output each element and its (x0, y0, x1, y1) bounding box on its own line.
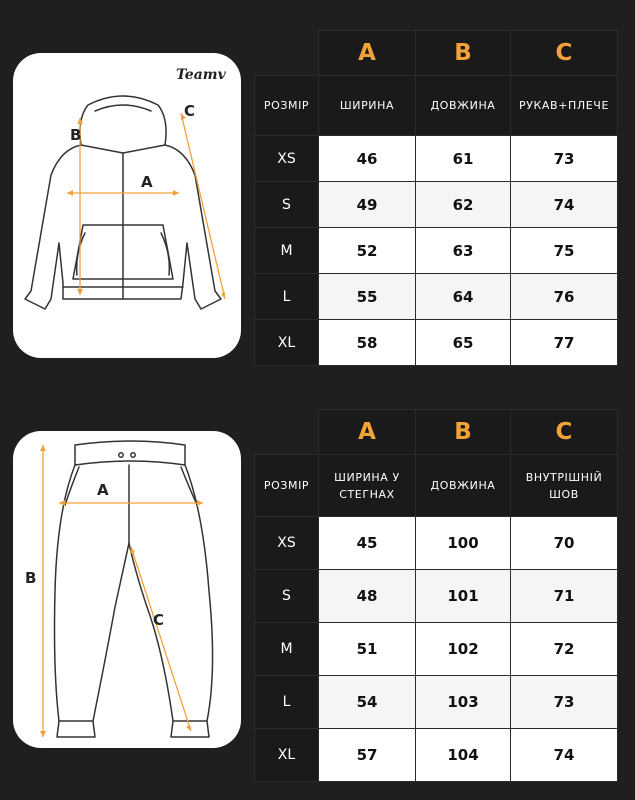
column-letter-b: B (416, 31, 511, 76)
table-row (255, 570, 618, 623)
hoodie-illustration (13, 53, 241, 358)
hoodie-diagram-card (13, 53, 241, 358)
table-corner (255, 410, 319, 455)
pants-size-table (254, 409, 618, 782)
value-cell: 65 (416, 320, 511, 366)
value-cell: 63 (416, 228, 511, 274)
header-length: ДОВЖИНА (416, 455, 511, 517)
value-cell: 101 (416, 570, 511, 623)
header-sleeve-shoulder: РУКАВ+ПЛЕЧЕ (511, 76, 618, 136)
value-cell: 100 (416, 517, 511, 570)
value-cell: 70 (511, 517, 618, 570)
value-cell: 64 (416, 274, 511, 320)
value-cell: 46 (319, 136, 416, 182)
value-cell: 45 (319, 517, 416, 570)
table-row (255, 182, 618, 228)
size-label: XL (255, 729, 319, 782)
pants-label-a: A (97, 481, 109, 499)
table-row (255, 136, 618, 182)
size-header: РОЗМІР (255, 455, 319, 517)
value-cell: 55 (319, 274, 416, 320)
value-cell: 49 (319, 182, 416, 228)
hoodie-header-row (255, 76, 618, 136)
column-letter-b: B (416, 410, 511, 455)
value-cell: 75 (511, 228, 618, 274)
table-row (255, 274, 618, 320)
table-row (255, 623, 618, 676)
pants-diagram-card (13, 431, 241, 748)
hoodie-letter-row (255, 31, 618, 76)
value-cell: 48 (319, 570, 416, 623)
value-cell: 58 (319, 320, 416, 366)
table-row (255, 517, 618, 570)
value-cell: 102 (416, 623, 511, 676)
column-letter-c: C (511, 410, 618, 455)
table-corner (255, 31, 319, 76)
column-letter-a: A (319, 31, 416, 76)
brand-logo: Teamv (176, 67, 226, 83)
value-cell: 73 (511, 676, 618, 729)
pants-label-c: C (153, 611, 165, 629)
size-label: S (255, 182, 319, 228)
value-cell: 72 (511, 623, 618, 676)
size-label: XL (255, 320, 319, 366)
header-length: ДОВЖИНА (416, 76, 511, 136)
pants-label-b: B (25, 569, 37, 587)
size-header: РОЗМІР (255, 76, 319, 136)
value-cell: 62 (416, 182, 511, 228)
value-cell: 57 (319, 729, 416, 782)
value-cell: 74 (511, 729, 618, 782)
value-cell: 51 (319, 623, 416, 676)
value-cell: 61 (416, 136, 511, 182)
value-cell: 76 (511, 274, 618, 320)
pants-header-row (255, 455, 618, 517)
size-label: L (255, 274, 319, 320)
hoodie-label-b: B (70, 126, 82, 144)
pants-illustration (13, 431, 241, 748)
header-width: ШИРИНА (319, 76, 416, 136)
value-cell: 52 (319, 228, 416, 274)
value-cell: 54 (319, 676, 416, 729)
hoodie-label-c: C (184, 102, 196, 120)
value-cell: 73 (511, 136, 618, 182)
header-inseam: ВНУТРІШНІЙ ШОВ (511, 455, 618, 517)
column-letter-a: A (319, 410, 416, 455)
table-row (255, 228, 618, 274)
size-label: XS (255, 517, 319, 570)
table-row (255, 320, 618, 366)
size-label: M (255, 623, 319, 676)
table-row (255, 676, 618, 729)
size-label: M (255, 228, 319, 274)
hoodie-size-table (254, 30, 618, 366)
value-cell: 103 (416, 676, 511, 729)
value-cell: 104 (416, 729, 511, 782)
pants-letter-row (255, 410, 618, 455)
table-row (255, 729, 618, 782)
column-letter-c: C (511, 31, 618, 76)
value-cell: 74 (511, 182, 618, 228)
size-label: S (255, 570, 319, 623)
value-cell: 77 (511, 320, 618, 366)
size-label: L (255, 676, 319, 729)
value-cell: 71 (511, 570, 618, 623)
hoodie-label-a: A (141, 173, 153, 191)
header-hip-width: ШИРИНА У СТЕГНАХ (319, 455, 416, 517)
size-label: XS (255, 136, 319, 182)
